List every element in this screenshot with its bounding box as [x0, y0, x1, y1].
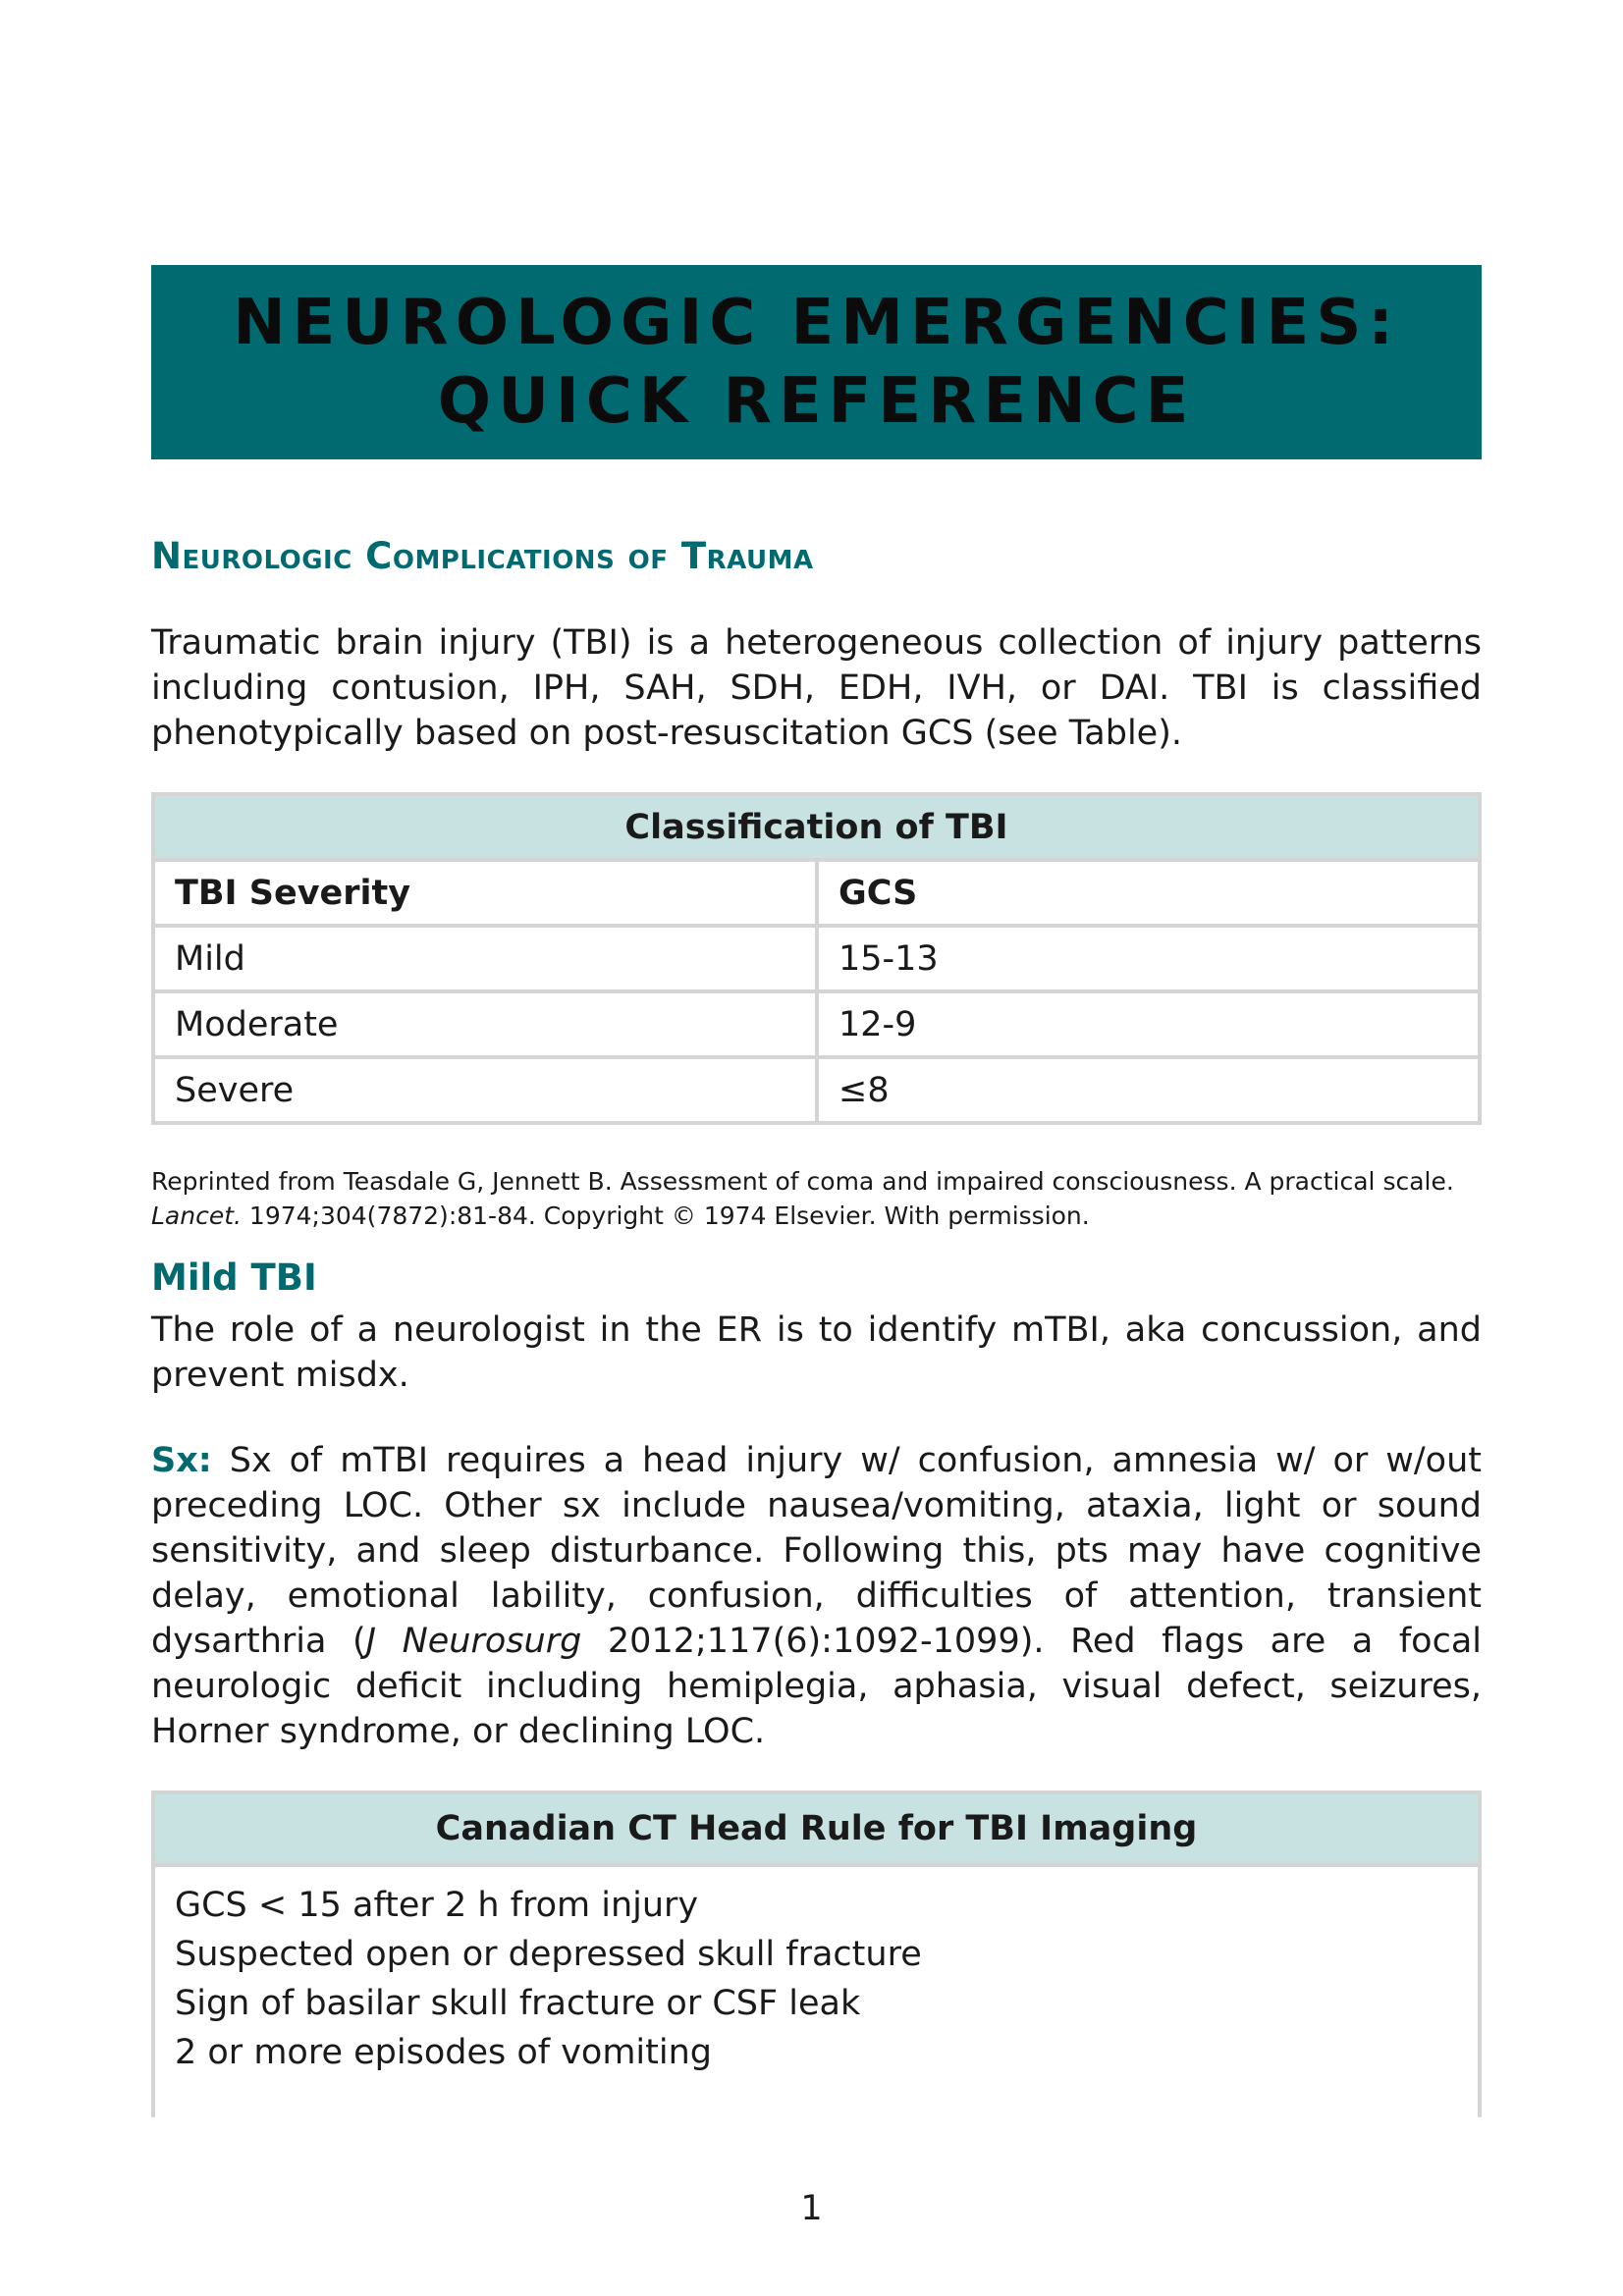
symptoms-paragraph: [151, 1438, 1482, 1754]
gcs-cell: ≤8: [817, 1057, 1480, 1123]
table-caption: Classification of TBI: [153, 794, 1480, 860]
page-number: 1: [800, 2189, 823, 2228]
symptoms-text-2: 2012;117(6):1092-1099). Red flags are a focal neurologic deficit including hemiplegia, aphasia, visual defect, seizures, Horner syndrome, or declining LOC.: [151, 1622, 1482, 1751]
classification-table: [151, 792, 1482, 1125]
severity-cell: Moderate: [153, 991, 817, 1057]
severity-cell: Severe: [153, 1057, 817, 1123]
list-item: 2 or more episodes of vomiting: [175, 2033, 712, 2072]
gcs-cell: 12-9: [817, 991, 1480, 1057]
gcs-cell: 15-13: [817, 926, 1480, 991]
banner-title-line-1: NEUROLOGIC EMERGENCIES:: [233, 287, 1400, 359]
title-banner: [151, 265, 1482, 459]
banner-title-line-2: QUICK REFERENCE: [437, 365, 1196, 438]
mild-tbi-paragraph: The role of a neurologist in the ER is to identify mTBI, aka concussion, and prevent misdx.: [151, 1310, 1482, 1395]
severity-cell: Mild: [153, 926, 817, 991]
list-item: GCS < 15 after 2 h from injury: [175, 1886, 699, 1925]
table-row: [153, 926, 1480, 991]
ct-rule-box: [151, 1790, 1482, 2117]
list-item: Sign of basilar skull fracture or CSF leak: [175, 1984, 861, 2023]
table-source-note: [151, 1164, 1482, 1233]
mild-tbi-heading: Mild TBI: [151, 1256, 317, 1299]
symptoms-text-1: Sx of mTBI requires a head injury w/ confusion, amnesia w/ or w/out preceding LOC. Other sx include nausea/vomiting, ataxia, light or sound sensitivity, and sleep disturbance. Following this, pts may have cognitive delay, emotional lability, confusion, difficulties of attention, transient dysarthria (: [151, 1441, 1482, 1661]
ct-rule-caption: Canadian CT Head Rule for TBI Imaging: [155, 1794, 1478, 1867]
ct-rule-list: [155, 1867, 1478, 2077]
table-header-row: [153, 860, 1480, 926]
column-header-severity: TBI Severity: [153, 860, 817, 926]
intro-paragraph: Traumatic brain injury (TBI) is a heterogeneous collection of injury patterns including contusion, IPH, SAH, SDH, EDH, IVH, or DAI. TBI is classified phenotypically based on post-resuscitation GCS (see Table).: [151, 623, 1482, 753]
section-title: Neurologic Complications of Trauma: [151, 535, 814, 577]
note-text-2: 1974;304(7872):81-84. Copyright © 1974 Elsevier. With permission.: [248, 1201, 1090, 1230]
column-header-gcs: GCS: [817, 860, 1480, 926]
note-journal: Lancet.: [151, 1201, 242, 1230]
symptoms-citation: J Neurosurg: [365, 1622, 582, 1661]
table-row: [153, 991, 1480, 1057]
note-text-1: Reprinted from Teasdale G, Jennett B. Assessment of coma and impaired consciousness. A practical scale.: [151, 1167, 1454, 1196]
table-row: [153, 1057, 1480, 1123]
symptoms-label: Sx:: [151, 1441, 212, 1480]
list-item: Suspected open or depressed skull fracture: [175, 1935, 922, 1974]
